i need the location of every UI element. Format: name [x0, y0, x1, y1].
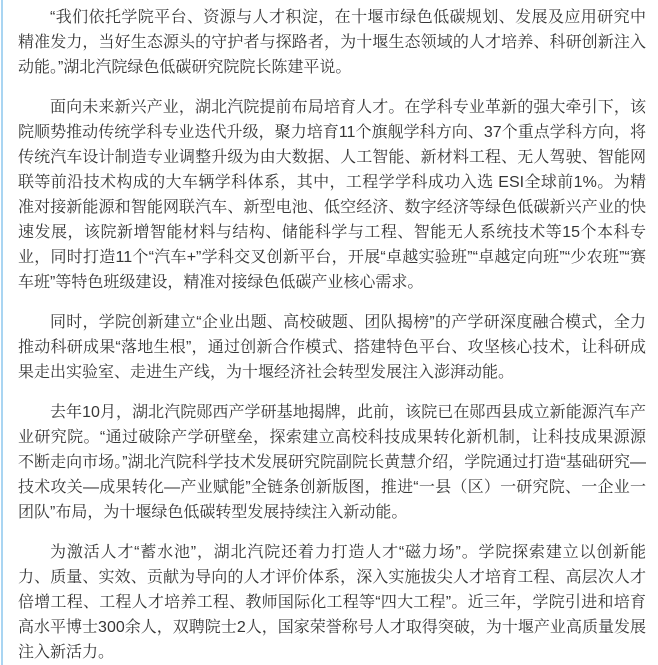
article-paragraph-yunxi-base: 去年10月，湖北汽院郧西产学研基地揭牌，此前，该院已在郧西县成立新能源汽车产业研究院。“通过破除产学研壁垒，探索建立高校科技成果转化新机制，让科技成果源源不断走向市场。”湖北汽院科学技术发展研究院副院长黄慧介绍，学院通过打造“基础研究—技术攻关—成果转化—产业赋能”全链条创新版图，推进“一县（区）一研究院、一企业一团队”布局，为十堰绿色低碳转型发展持续注入新动能。	[18, 404, 646, 521]
article-paragraph-industry-university-research: 同时，学院创新建立“企业出题、高校破题、团队揭榜”的产学研深度融合模式，全力推动科研成果“落地生根”，通过创新合作模式、搭建特色平台、攻坚核心技术，让科研成果走出实验室、走进生产线，为十堰经济社会转型发展注入澎湃动能。	[18, 314, 646, 381]
article-paragraph-talent-programs: 为激活人才“蓄水池”，湖北汽院还着力打造人才“磁力场”。学院探索建立以创新能力、质量、实效、贡献为导向的人才评价体系，深入实施拔尖人才培育工程、高层次人才倍增工程、工程人才培养工程、教师国际化工程等“四大工程”。近三年，学院引进和培育高水平博士300余人，双聘院士2人，国家荣誉称号人才取得突破，为十堰产业高质量发展注入新活力。	[18, 544, 646, 661]
article-paragraph-discipline-upgrade: 面向未来新兴产业，湖北汽院提前布局培育人才。在学科专业革新的强大牵引下，该院顺势推动传统学科专业迭代升级，聚力培育11个旗舰学科方向、37个重点学科方向，将传统汽车设计制造专业调整升级为由大数据、人工智能、新材料工程、无人驾驶、智能网联等前沿技术构成的大车辆学科体系，其中，工程学学科成功入选 ESI全球前1%。为精准对接新能源和智能网联汽车、新型电池、低空经济、数字经济等绿色低碳新兴产业的快速发展，该院新增智能材料与结构、储能科学与工程、智能无人系统技术等15个本科专业，同时打造11个“汽车+”学科交叉创新平台，开展“卓越实验班”“卓越定向班”“少农班”“赛车班”等特色班级建设，精准对接绿色低碳产业核心需求。	[18, 99, 646, 291]
left-accent-border	[1, 0, 3, 665]
article-paragraph-quote-chenjianping: “我们依托学院平台、资源与人才积淀，在十堰市绿色低碳规划、发展及应用研究中精准发力，当好生态源头的守护者与探路者，为十堰生态领域的人才培养、科研创新注入动能。”湖北汽院绿色低碳研究院院长陈建平说。	[18, 9, 646, 76]
